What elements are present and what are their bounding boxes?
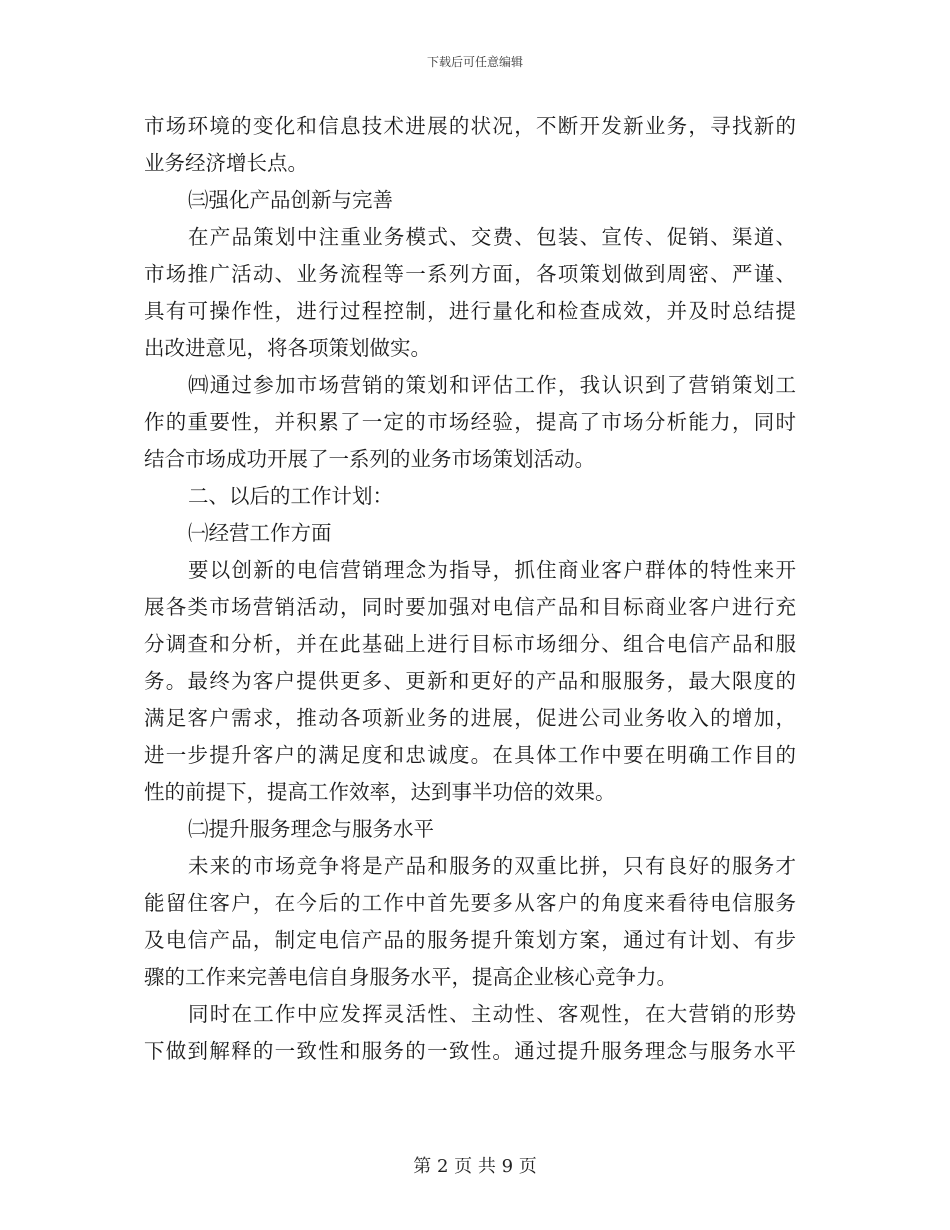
paragraph (144, 515, 796, 552)
paragraph (144, 478, 796, 515)
paragraph (144, 811, 796, 848)
text-line: 满足客户需求，推动各项新业务的进展，促进公司业务收入的增加， (144, 706, 796, 730)
page-header: 下载后可任意编辑 (426, 55, 523, 69)
text-line: 业务经济增长点。 (144, 151, 308, 175)
text-line: 骤的工作来完善电信自身服务水平，提高企业核心竞争力。 (144, 965, 677, 989)
text-line: ㈣通过参加市场营销的策划和评估工作，我认识到了营销策划工 (188, 373, 796, 397)
text-line: 具有可操作性，进行过程控制，进行量化和检查成效，并及时总结提 (144, 299, 796, 323)
paragraph (144, 996, 796, 1070)
text-line: 二、以后的工作计划： (188, 484, 393, 508)
text-line: 在产品策划中注重业务模式、交费、包装、宣传、促销、渠道、 (188, 225, 796, 249)
document-body (144, 108, 796, 1070)
text-line: 作的重要性，并积累了一定的市场经验，提高了市场分析能力，同时 (144, 410, 796, 434)
text-line: 市场推广活动、业务流程等一系列方面，各项策划做到周密、严谨、 (144, 262, 796, 286)
paragraph (144, 182, 796, 219)
paragraph (144, 108, 796, 182)
text-line: 出改进意见，将各项策划做实。 (144, 336, 431, 360)
text-line: 同时在工作中应发挥灵活性、主动性、客观性，在大营销的形势 (188, 1002, 796, 1026)
text-line: 务。最终为客户提供更多、更新和更好的产品和服服务，最大限度的 (144, 669, 796, 693)
text-line: ㈡提升服务理念与服务水平 (188, 817, 434, 841)
text-line: 市场环境的变化和信息技术进展的状况，不断开发新业务，寻找新的 (144, 114, 796, 138)
text-line: 要以创新的电信营销理念为指导，抓住商业客户群体的特性来开 (188, 558, 796, 582)
page-number: 第 2 页 共 9 页 (413, 1156, 537, 1177)
text-line: 下做到解释的一致性和服务的一致性。通过提升服务理念与服务水平 (144, 1039, 796, 1063)
text-line: 性的前提下，提高工作效率，达到事半功倍的效果。 (144, 780, 616, 804)
text-line: ㈢强化产品创新与完善 (188, 188, 393, 212)
paragraph (144, 367, 796, 478)
text-line: 进一步提升客户的满足度和忠诚度。在具体工作中要在明确工作目的 (144, 743, 796, 767)
text-line: ㈠经营工作方面 (188, 521, 332, 545)
text-line: 展各类市场营销活动，同时要加强对电信产品和目标商业客户进行充 (144, 595, 796, 619)
text-line: 未来的市场竞争将是产品和服务的双重比拼，只有良好的服务才 (188, 854, 796, 878)
text-line: 能留住客户，在今后的工作中首先要多从客户的角度来看待电信服务 (144, 891, 796, 915)
paragraph (144, 219, 796, 367)
paragraph (144, 552, 796, 811)
text-line: 分调查和分析，并在此基础上进行目标市场细分、组合电信产品和服 (144, 632, 796, 656)
text-line: 及电信产品，制定电信产品的服务提升策划方案，通过有计划、有步 (144, 928, 796, 952)
text-line: 结合市场成功开展了一系列的业务市场策划活动。 (144, 447, 595, 471)
paragraph (144, 848, 796, 996)
